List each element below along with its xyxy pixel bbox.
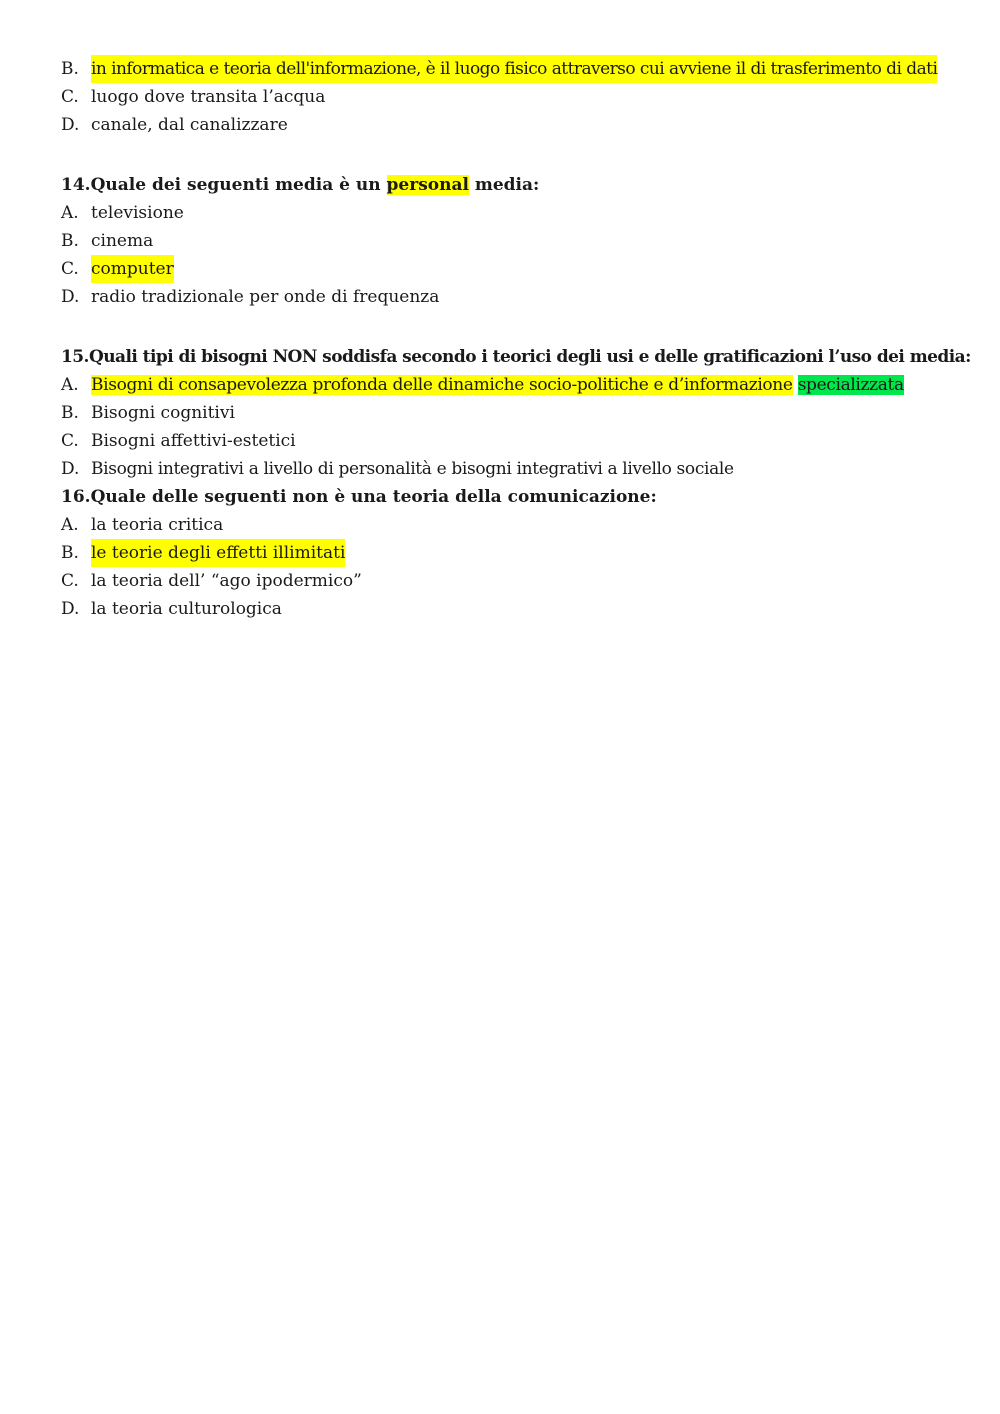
option-text-highlighted: in informatica e teoria dell'informazione, è il luogo fisico attraverso cui avviene il di trasferimento di dati <box>91 55 937 83</box>
question-text-end: media: <box>468 175 540 195</box>
option-letter: C. <box>61 431 79 451</box>
option-text-highlighted: le teorie degli effetti illimitati <box>91 539 345 567</box>
option-text: la teoria dell’ “ago ipodermico” <box>91 571 362 591</box>
option-letter: C. <box>61 259 79 279</box>
option-16-b <box>61 539 941 567</box>
option-14-a <box>61 199 941 227</box>
option-13-c <box>61 83 941 111</box>
option-letter: A. <box>61 515 79 535</box>
option-13-d <box>61 111 941 139</box>
option-letter: C. <box>61 571 79 591</box>
question-text: Quale delle seguenti non è una teoria della comunicazione: <box>90 487 657 507</box>
option-text: Bisogni cognitivi <box>91 403 235 423</box>
option-letter: A. <box>61 375 79 395</box>
option-15-c <box>61 427 941 455</box>
option-text: Bisogni integrativi a livello di personalità e bisogni integrativi a livello sociale <box>91 459 734 479</box>
question-number: 15. <box>61 347 89 367</box>
spacer <box>61 311 941 343</box>
option-text-highlighted: computer <box>91 255 174 283</box>
option-letter: A. <box>61 203 79 223</box>
option-13-b <box>61 55 941 83</box>
option-letter: B. <box>61 543 79 563</box>
question-15 <box>61 343 971 371</box>
question-number: 14. <box>61 175 91 195</box>
option-15-d <box>61 455 941 483</box>
option-15-a <box>61 371 941 399</box>
option-14-c <box>61 255 941 283</box>
option-text: cinema <box>91 231 154 251</box>
spacer <box>61 139 941 171</box>
option-letter: D. <box>61 459 80 479</box>
option-letter: D. <box>61 287 80 307</box>
option-text: televisione <box>91 203 184 223</box>
question-16 <box>61 483 941 511</box>
option-letter: B. <box>61 59 79 79</box>
option-letter: B. <box>61 403 79 423</box>
option-14-b <box>61 227 941 255</box>
option-16-c <box>61 567 941 595</box>
option-15-b <box>61 399 941 427</box>
question-highlighted-word: personal <box>386 175 469 195</box>
option-text-yellow: Bisogni di consapevolezza profonda delle dinamiche socio-politiche e d’informazione <box>91 375 793 395</box>
option-text: Bisogni affettivi-estetici <box>91 431 296 451</box>
option-letter: C. <box>61 87 79 107</box>
question-text: Quale dei seguenti media è un <box>90 175 387 195</box>
option-letter: D. <box>61 599 80 619</box>
option-text: luogo dove transita l’acqua <box>91 87 326 107</box>
option-text: radio tradizionale per onde di frequenza <box>91 287 440 307</box>
question-text: Quali tipi di bisogni NON soddisfa secondo i teorici degli usi e delle gratificazioni l’uso dei media: <box>88 347 971 367</box>
question-number: 16. <box>61 487 91 507</box>
option-text: la teoria culturologica <box>91 599 282 619</box>
option-16-a <box>61 511 941 539</box>
option-14-d <box>61 283 941 311</box>
option-text-green: specializzata <box>797 375 904 395</box>
option-text: la teoria critica <box>91 515 224 535</box>
document-page <box>61 55 971 623</box>
question-14 <box>61 171 941 199</box>
option-16-d <box>61 595 941 623</box>
option-text: canale, dal canalizzare <box>91 115 288 135</box>
option-letter: B. <box>61 231 79 251</box>
option-text-highlighted <box>91 371 904 399</box>
option-letter: D. <box>61 115 80 135</box>
